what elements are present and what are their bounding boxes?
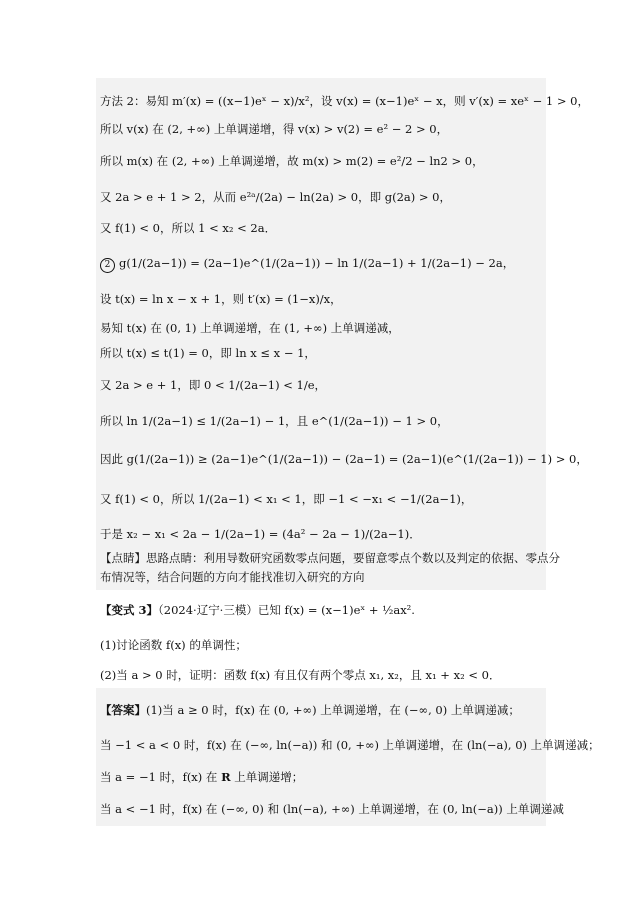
line-v-increasing: 所以 v(x) 在 (2, +∞) 上单调递增，得 v(x) > v(2) = e² − 2 > 0，: [100, 122, 449, 136]
line-g-positive: 因此 g(1/(2a−1)) ≥ (2a−1)e^(1/(2a−1)) − (2a−1) = (2a−1)(e^(1/(2a−1)) − 1) > 0，: [100, 452, 588, 466]
line-answer-1: [100, 703, 546, 717]
answer-tag: 【答案】: [100, 703, 146, 717]
answer-3-post: 上单调递增；: [230, 770, 304, 784]
line-ln-bound: 所以 ln 1/(2a−1) ≤ 1/(2a−1) − 1，且 e^(1/(2a−1)) − 1 > 0，: [100, 414, 449, 428]
line-m-increasing: 所以 m(x) 在 (2, +∞) 上单调递增，故 m(x) > m(2) = e²/2 − ln2 > 0，: [100, 154, 484, 168]
line-lnx-inequality: 所以 t(x) ≤ t(1) = 0，即 ln x ≤ x − 1，: [100, 346, 316, 360]
variant3-text: （2024·辽宁·三模）已知 f(x) = (x−1)eˣ + ½ax².: [158, 603, 415, 617]
line-t-def: 设 t(x) = ln x − x + 1，则 t′(x) = (1−x)/x，: [100, 292, 342, 306]
line-answer-2: 当 −1 < a < 0 时，f(x) 在 (−∞, ln(−a)) 和 (0, +∞) 上单调递增，在 (ln(−a), 0) 上单调递减；: [100, 738, 600, 752]
line-answer-3: [100, 770, 546, 784]
line-x2-minus-x1: 于是 x₂ − x₁ < 2a − 1/(2a−1) = (4a² − 2a − 1)/(2a−1)．: [100, 527, 421, 541]
line-method2: 方法 2：易知 m′(x) = ((x−1)eˣ − x)/x²，设 v(x) = (x−1)eˣ − x，则 v′(x) = xeˣ − 1 > 0，: [100, 94, 589, 108]
line-t-monotonic: 易知 t(x) 在 (0, 1) 上单调递增，在 (1, +∞) 上单调递减，: [100, 321, 400, 335]
answer-1-text: (1)当 a ≥ 0 时，f(x) 在 (0, +∞) 上单调递增，在 (−∞, 0) 上单调递减；: [146, 703, 520, 717]
step-circle-2: 2: [100, 258, 115, 273]
line-g-value-text: g(1/(2a−1)) = (2a−1)e^(1/(2a−1)) − ln 1/(2a−1) + 1/(2a−1) − 2a，: [119, 256, 515, 270]
answer-3-pre: 当 a = −1 时，f(x) 在: [100, 770, 222, 784]
line-tip-1: 【点睛】思路点睛：利用导数研究函数零点问题，要留意零点个数以及判定的依据、零点分: [100, 551, 560, 565]
line-x2-range: 又 f(1) < 0，所以 1 < x₂ < 2a．: [100, 221, 277, 235]
line-tip-2: 布情况等，结合问题的方向才能找准切入研究的方向: [100, 570, 365, 584]
line-x1-range: 又 f(1) < 0，所以 1/(2a−1) < x₁ < 1，即 −1 < −x₁ < −1/(2a−1)，: [100, 492, 473, 506]
line-answer-4: 当 a < −1 时，f(x) 在 (−∞, 0) 和 (ln(−a), +∞) 上单调递增，在 (0, ln(−a)) 上单调递减: [100, 802, 564, 816]
line-g2a: 又 2a > e + 1 > 2，从而 e²ᵃ/(2a) − ln(2a) > 0，即 g(2a) > 0，: [100, 190, 452, 204]
line-2a-bound: 又 2a > e + 1，即 0 < 1/(2a−1) < 1/e，: [100, 378, 326, 392]
variant3-tag: 【变式 3】: [100, 603, 159, 617]
line-variant3: [100, 603, 546, 617]
line-g-value: [100, 256, 546, 273]
line-q2: (2)当 a > 0 时，证明：函数 f(x) 有且仅有两个零点 x₁, x₂，且 x₁ + x₂ < 0．: [100, 668, 501, 682]
line-q1: (1)讨论函数 f(x) 的单调性；: [100, 638, 247, 652]
real-numbers-symbol: R: [221, 770, 231, 784]
